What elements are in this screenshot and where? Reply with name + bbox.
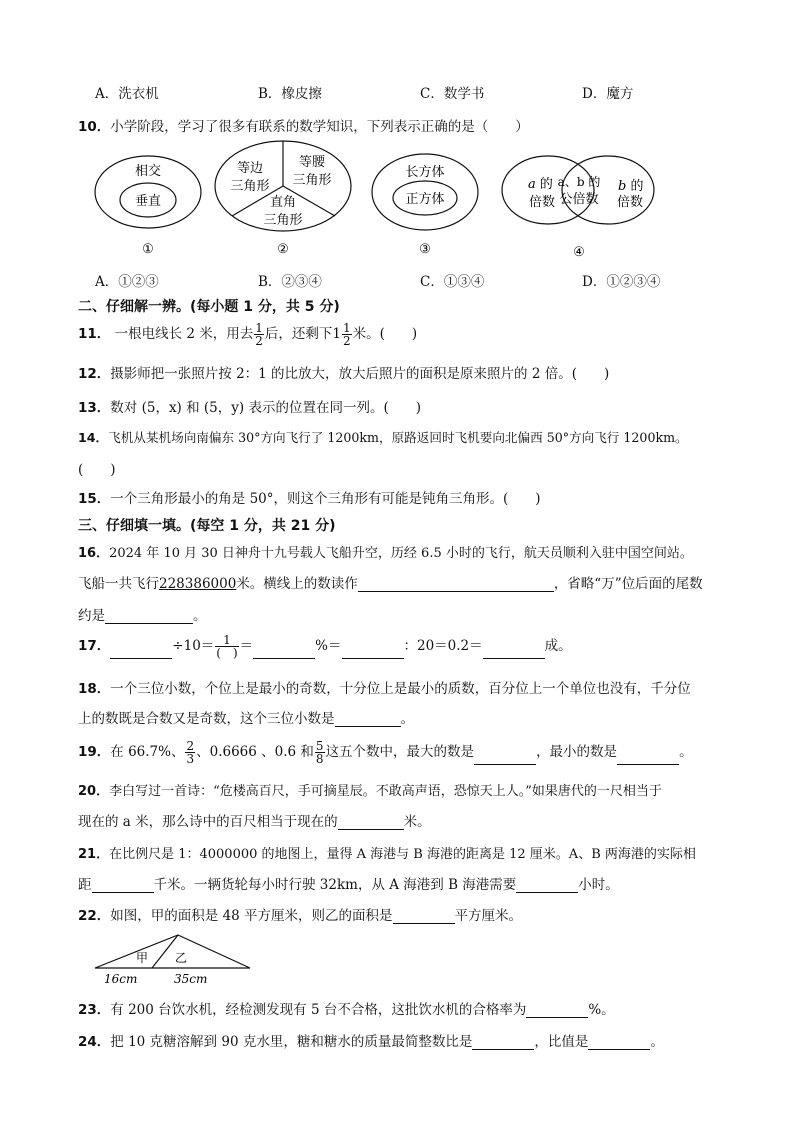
blank[interactable]: [335, 712, 401, 727]
blank[interactable]: [526, 1003, 588, 1018]
q10-option-d: D．①②③④: [582, 274, 661, 290]
diagram-1: [95, 156, 201, 257]
set-diagrams: [90, 140, 690, 262]
question-10: 10．小学阶段，学习了很多有联系的数学知识，下列表示正确的是（ ）: [78, 119, 529, 135]
d1-caption: ①: [142, 242, 154, 257]
question-24: 24．把 10 克糖溶解到 90 克水里，糖和糖水的质量最简整数比是 ，比值是 。: [78, 1034, 664, 1050]
length-35: 35cm: [174, 972, 208, 986]
question-14-paren: ( ): [78, 462, 116, 478]
diagram-4: [502, 156, 654, 260]
question-12: 12．摄影师把一张照片按 2：1 的比放大，放大后照片的面积是原来照片的 2 倍。( ): [78, 366, 610, 382]
svg-text:a、b 的: a、b 的: [557, 175, 601, 189]
option-c: C．数学书: [420, 86, 485, 102]
option-b: B．橡皮擦: [258, 86, 322, 102]
blank[interactable]: [338, 815, 404, 830]
svg-text:三角形: 三角形: [263, 213, 303, 228]
question-19: 19．在 66.7%、 $\frac{2}{3}$ 、0.6666 、0.6 和 $\frac{5}{8}$ 这五个数中，最大的数是 ，最小的数是 。: [78, 739, 693, 766]
d4-caption: ④: [573, 245, 585, 260]
svg-text:三角形: 三角形: [292, 173, 332, 188]
label-jia: 甲: [135, 951, 149, 965]
svg-text:长方体: 长方体: [405, 165, 445, 180]
blank[interactable]: [516, 878, 578, 893]
blank[interactable]: [483, 644, 545, 659]
blank[interactable]: [92, 878, 154, 893]
svg-text:三角形: 三角形: [230, 179, 270, 194]
option-d: D．魔方: [582, 86, 634, 102]
question-18-line1: 18．一个三位小数，个位上是最小的奇数，十分位上是最小的质数，百分位上一个单位也没有，千分位: [78, 681, 691, 697]
question-21-line1: 21．在比例尺是 1：4000000 的地图上，量得 A 海港与 B 海港的距离是 12 厘米。A、B 两海港的实际相: [78, 847, 696, 862]
question-18-line2: 上的数既是合数又是奇数，这个三位小数是 。: [78, 711, 414, 727]
blank[interactable]: [105, 609, 193, 624]
blank[interactable]: [358, 577, 554, 592]
q10-option-b: B．②③④: [258, 274, 322, 290]
question-16-line3: 约是 。: [78, 608, 207, 624]
question-15: 15．一个三角形最小的角是 50°，则这个三角形有可能是钝角三角形。( ): [78, 491, 541, 507]
svg-text:倍数: 倍数: [528, 195, 556, 210]
diagram-3: [372, 154, 478, 257]
d2-caption: ②: [277, 242, 289, 257]
blank[interactable]: [588, 1035, 650, 1050]
question-13: 13．数对 (5，x) 和 (5，y) 表示的位置在同一列。( ): [78, 400, 421, 416]
label-yi: 乙: [174, 951, 188, 965]
d1-inner-label: 垂直: [134, 194, 162, 209]
question-20-line2: 现在的 a 米，那么诗中的百尺相当于现在的 米。: [78, 814, 431, 830]
question-20-line1: 20．李白写过一首诗：“危楼高百尺，手可摘星辰。不敢高声语，恐惊天上人。”如果唐代的一尺相当于: [78, 784, 662, 799]
blank[interactable]: [393, 909, 455, 924]
question-21-line2: 距 千米。一辆货轮每小时行驶 32km，从 A 海港到 B 海港需要 小时。: [78, 877, 619, 893]
blank[interactable]: [472, 1035, 534, 1050]
section-3-heading: 三、仔细填一填。(每空 1 分，共 21 分): [78, 518, 336, 534]
blank[interactable]: [253, 644, 315, 659]
blank[interactable]: [617, 750, 679, 765]
question-16-line2: 飞船一共飞行228386000米。横线上的数读作 ，省略“万”位后面的尾数: [78, 576, 703, 592]
svg-text:正方体: 正方体: [405, 192, 445, 207]
blank[interactable]: [342, 644, 404, 659]
blank[interactable]: [110, 644, 172, 659]
question-14: 14．飞机从某机场向南偏东 30°方向飞行了 1200km，原路返回时飞机要向北偏西 50°方向飞行 1200km。: [78, 430, 688, 445]
question-16-line1: 16．2024 年 10 月 30 日神舟十九号载人飞船升空，历经 6.5 小时的飞行，航天员顺利入驻中国空间站。: [78, 546, 693, 561]
svg-text:等腰: 等腰: [298, 155, 326, 170]
svg-text:直角: 直角: [269, 195, 297, 210]
length-16: 16cm: [104, 972, 138, 986]
svg-text:b 的: b 的: [618, 179, 644, 194]
question-23: 23．有 200 台饮水机，经检测发现有 5 台不合格，这批饮水机的合格率为 %。: [78, 1002, 615, 1018]
q10-option-a: A．①②③: [95, 274, 159, 290]
diagram-2: [215, 141, 351, 257]
svg-text:等边: 等边: [236, 161, 264, 176]
blank[interactable]: [474, 750, 536, 765]
section-2-heading: 二、仔细解一辨。(每小题 1 分，共 5 分): [78, 299, 340, 315]
svg-text:倍数: 倍数: [616, 195, 644, 210]
question-11: 11． 一根电线长 2 米，用去 $\frac{1}{2}$ 后，还剩下1 $\frac{1}{2}$ 米。( ): [78, 321, 418, 348]
question-17: 17． ÷10＝ $\frac{1}{( )}$ ＝ %＝ ：20＝0.2＝ 成。: [78, 633, 572, 660]
option-a: A．洗衣机: [95, 86, 159, 102]
triangle-figure: [90, 932, 260, 988]
question-22: 22．如图，甲的面积是 48 平方厘米，则乙的面积是 平方厘米。: [78, 908, 523, 924]
svg-text:公倍数: 公倍数: [559, 192, 599, 207]
d3-caption: ③: [419, 242, 431, 257]
svg-text:a 的: a 的: [528, 177, 553, 192]
q10-option-c: C．①③④: [420, 274, 485, 290]
d1-outer-label: 相交: [134, 164, 162, 179]
